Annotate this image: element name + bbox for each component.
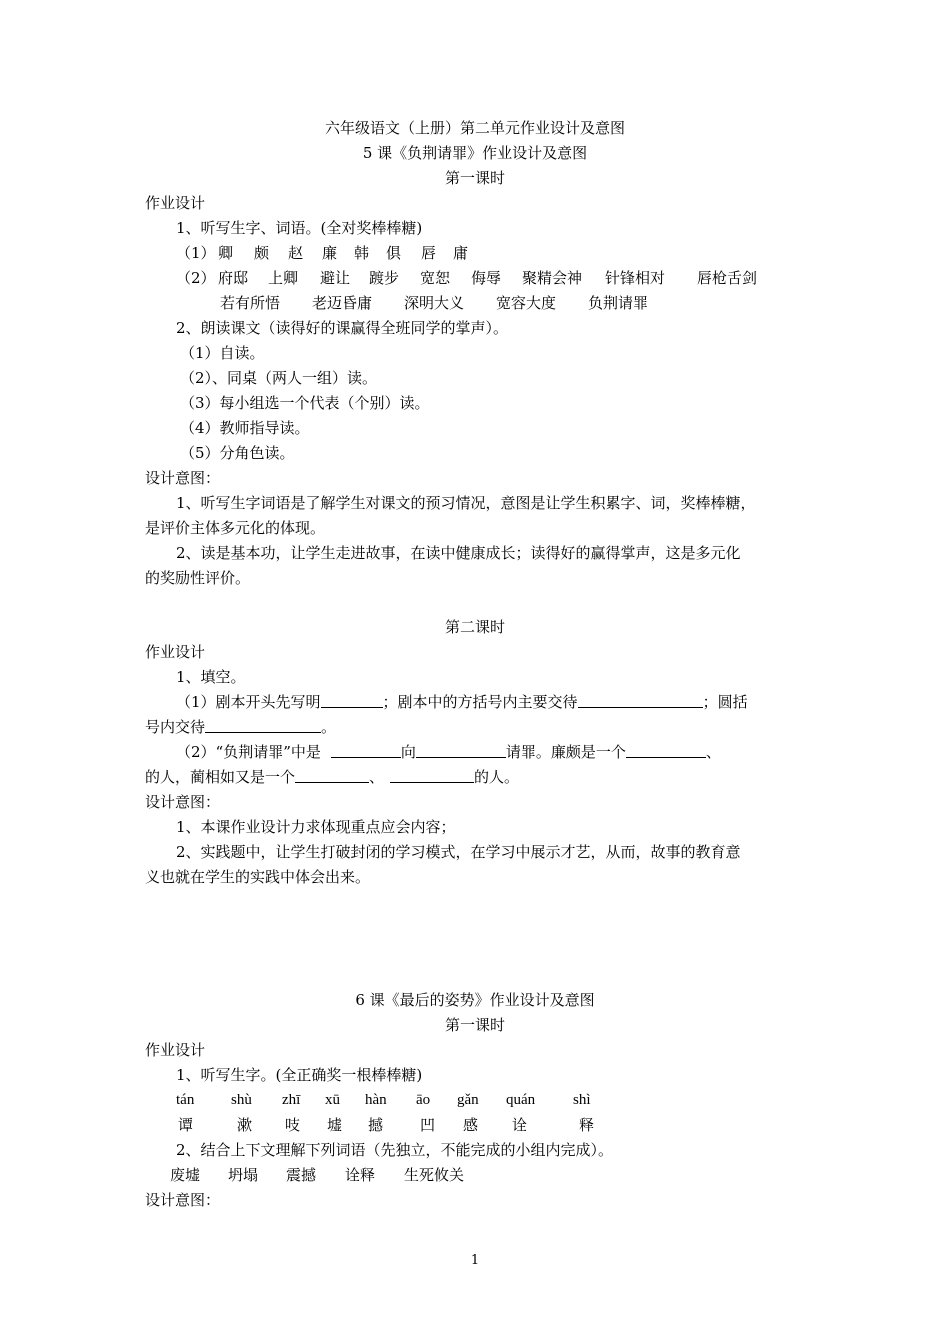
fill-text: 请罪。廉颇是一个: [505, 743, 626, 761]
intent-text: 义也就在学生的实践中体会出来。: [145, 868, 371, 886]
fill-text: 的人。: [474, 768, 520, 786]
pinyin-item: xū: [325, 1092, 340, 1108]
char-item: 感: [463, 1116, 479, 1134]
fill-text: 、: [705, 743, 721, 761]
lesson5-title: 5 课《负荆请罪》作业设计及意图: [362, 144, 588, 162]
fill-blank[interactable]: [295, 768, 369, 783]
fill-text: 。: [321, 718, 337, 736]
char-item: 谭: [178, 1116, 194, 1134]
pinyin-item: shù: [231, 1092, 252, 1108]
pinyin-item: āo: [416, 1092, 431, 1108]
word-item: 负荆请罪: [588, 294, 649, 312]
pinyin-item: shì: [573, 1092, 591, 1108]
word-item: 上卿: [268, 269, 299, 287]
word-item: 若有所悟: [220, 294, 281, 312]
lesson5-period1-heading: 第一课时: [444, 169, 505, 187]
design-label: 作业设计: [145, 1041, 206, 1059]
intent-label: 设计意图：: [145, 793, 221, 811]
intent-label: 设计意图：: [145, 1191, 221, 1209]
char-item: 凹: [420, 1116, 436, 1134]
chars-row: [176, 243, 216, 263]
fill-text: （2）“负荆请罪”中是: [176, 743, 321, 761]
design-label: 作业设计: [145, 194, 206, 212]
pinyin-item: quán: [506, 1092, 536, 1108]
fill-item-1: [176, 692, 748, 712]
question-dictation: 1、听写生字。(全正确奖一根棒棒糖): [176, 1066, 423, 1084]
word-item: 避让: [320, 269, 351, 287]
lesson5-period2-heading: 第二课时: [444, 618, 505, 636]
pinyin-item: zhī: [282, 1092, 301, 1108]
lesson6-title: 6 课《最后的姿势》作业设计及意图: [355, 991, 595, 1009]
reading-item: （3）每小组选一个代表（个别）读。: [180, 394, 430, 412]
fill-text: 号内交待: [145, 718, 206, 736]
intent-label: 设计意图：: [145, 469, 221, 487]
word-item: 聚精会神: [522, 269, 583, 287]
fill-text: 、: [369, 768, 385, 786]
char-item: 释: [579, 1116, 595, 1134]
question-fill: 1、填空。: [176, 668, 246, 686]
question-vocab: 2、结合上下文理解下列词语（先独立，不能完成的小组内完成）。: [176, 1141, 614, 1159]
vocab-item: 震撼: [286, 1166, 317, 1184]
fill-item-1-cont: [145, 717, 336, 737]
intent-text: 是评价主体多元化的体现。: [145, 519, 326, 537]
reading-item: （4）教师指导读。: [180, 419, 310, 437]
word-item: 侮辱: [471, 269, 502, 287]
intent-text: 1、听写生字词语是了解学生对课文的预习情况，意图是让学生积累字、词，奖棒棒糖，: [176, 494, 756, 512]
fill-text: 向: [400, 743, 416, 761]
reading-item: （1）自读。: [180, 344, 265, 362]
pinyin-item: gǎn: [457, 1092, 479, 1108]
char-item: 赵: [288, 244, 304, 262]
word-item: 宽恕: [420, 269, 451, 287]
vocab-item: 坍塌: [228, 1166, 259, 1184]
fill-blank[interactable]: [205, 718, 321, 733]
word-item: 宽容大度: [496, 294, 557, 312]
char-item: 韩: [354, 244, 370, 262]
char-item: 庸: [453, 244, 469, 262]
fill-item-2-cont: [145, 767, 519, 787]
question-dictation: 1、听写生字、词语。(全对奖棒棒糖): [176, 219, 423, 237]
page-number: 1: [470, 1253, 480, 1268]
word-item: 针锋相对: [605, 269, 666, 287]
chars-prefix: （1）: [176, 244, 216, 262]
word-item: 老迈昏庸: [312, 294, 373, 312]
pinyin-item: hàn: [365, 1092, 387, 1108]
fill-blank[interactable]: [331, 743, 401, 758]
intent-text: 2、读是基本功，让学生走进故事，在读中健康成长；读得好的赢得掌声，这是多元化: [176, 544, 741, 562]
fill-text: ；剧本中的方括号内主要交待: [382, 693, 578, 711]
intent-text: 2、实践题中，让学生打破封闭的学习模式，在学习中展示才艺，从而，故事的教育意: [176, 843, 741, 861]
word-item: 踱步: [369, 269, 400, 287]
vocab-item: 废墟: [170, 1166, 201, 1184]
document-title: 六年级语文（上册）第二单元作业设计及意图: [324, 119, 625, 137]
word-item: 深明大义: [404, 294, 465, 312]
intent-text: 1、本课作业设计力求体现重点应会内容；: [176, 818, 456, 836]
char-item: 吱: [285, 1116, 301, 1134]
intent-text: 的奖励性评价。: [145, 569, 251, 587]
char-item: 廉: [322, 244, 338, 262]
reading-item: （2）、同桌（两人一组）读。: [180, 369, 378, 387]
fill-blank[interactable]: [321, 693, 383, 708]
vocab-item: 诠释: [345, 1166, 376, 1184]
words-prefix: （2）: [176, 269, 216, 287]
char-item: 撼: [368, 1116, 384, 1134]
lesson6-period1-heading: 第一课时: [444, 1016, 505, 1034]
char-item: 俱: [386, 244, 402, 262]
reading-item: （5）分角色读。: [180, 444, 295, 462]
char-item: 唇: [421, 244, 437, 262]
fill-text: 的人，蔺相如又是一个: [145, 768, 296, 786]
word-item: 唇枪舌剑: [697, 269, 758, 287]
char-item: 漱: [237, 1116, 253, 1134]
fill-blank[interactable]: [626, 743, 706, 758]
fill-text: （1）剧本开头先写明: [176, 693, 321, 711]
char-item: 颇: [254, 244, 270, 262]
fill-item-2: [176, 742, 721, 762]
word-item: 府邸: [218, 269, 249, 287]
fill-text: ；圆括: [702, 693, 748, 711]
fill-blank[interactable]: [416, 743, 506, 758]
char-item: 诠: [512, 1116, 528, 1134]
vocab-item: 生死攸关: [404, 1166, 465, 1184]
pinyin-item: tán: [176, 1092, 195, 1108]
fill-blank[interactable]: [578, 693, 703, 708]
design-label: 作业设计: [145, 643, 206, 661]
char-item: 卿: [218, 244, 234, 262]
fill-blank[interactable]: [390, 768, 474, 783]
char-item: 墟: [327, 1116, 343, 1134]
question-reading: 2、朗读课文（读得好的课赢得全班同学的掌声）。: [176, 319, 509, 337]
